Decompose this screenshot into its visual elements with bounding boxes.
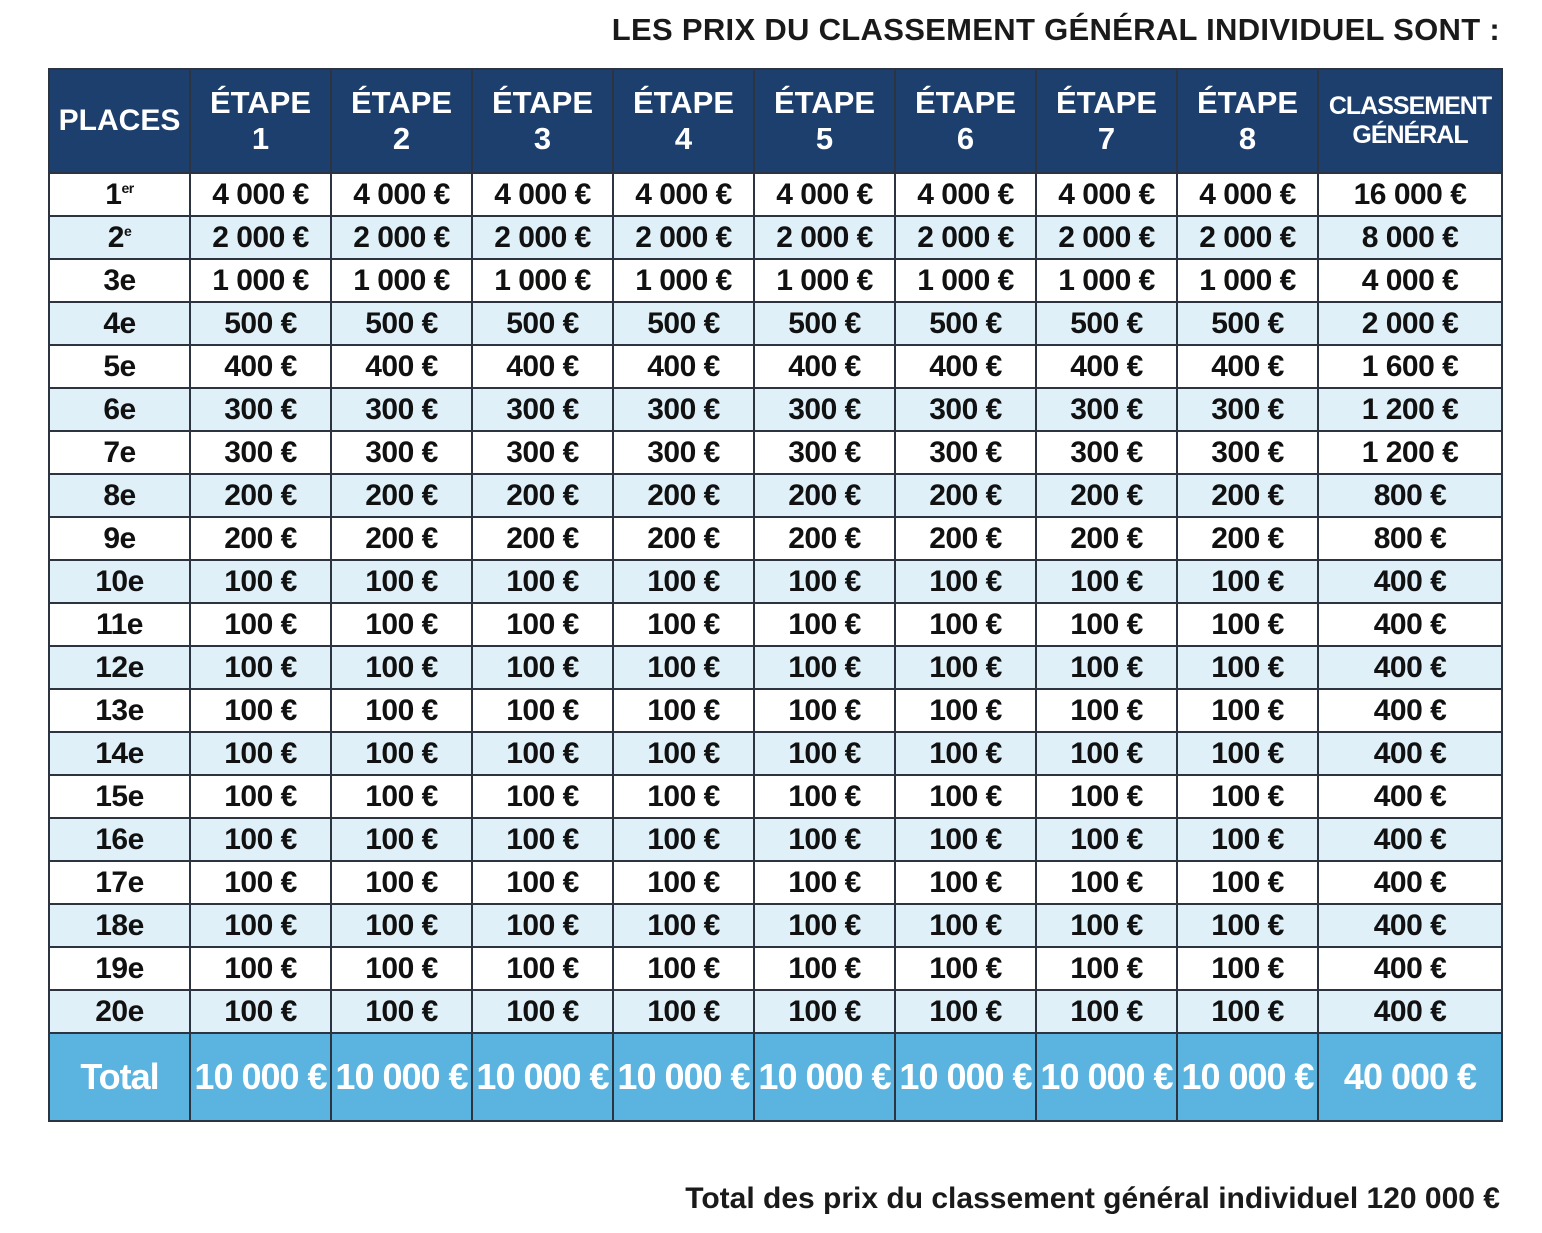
stage-1-prize: 300 € — [190, 388, 331, 431]
stage-2-prize: 4 000 € — [331, 173, 472, 216]
general-prize: 800 € — [1318, 517, 1502, 560]
stage-3-prize: 100 € — [472, 646, 613, 689]
stage-4-prize: 100 € — [613, 861, 754, 904]
place-cell — [49, 732, 190, 775]
stage-2-prize: 500 € — [331, 302, 472, 345]
place-suffix: e — [119, 478, 136, 512]
stage-2-prize: 200 € — [331, 474, 472, 517]
stage-4-prize: 100 € — [613, 990, 754, 1033]
stage-8-prize: 100 € — [1177, 990, 1318, 1033]
table-row — [49, 173, 1502, 216]
stage-7-prize: 400 € — [1036, 345, 1177, 388]
stage-5-prize: 100 € — [754, 560, 895, 603]
stage-6-prize: 400 € — [895, 345, 1036, 388]
place-number: 14 — [95, 736, 128, 770]
place-number: 1 — [105, 177, 122, 211]
place-cell — [49, 775, 190, 818]
general-prize: 400 € — [1318, 646, 1502, 689]
table-row — [49, 947, 1502, 990]
stage-3-prize: 400 € — [472, 345, 613, 388]
stage-5-prize: 1 000 € — [754, 259, 895, 302]
place-suffix: er — [121, 179, 134, 196]
place-suffix: e — [119, 349, 136, 383]
stage-1-prize: 100 € — [190, 947, 331, 990]
stage-8-prize: 200 € — [1177, 517, 1318, 560]
header-stage-3: ÉTAPE 3 — [472, 69, 613, 173]
prize-table — [48, 68, 1503, 1122]
stage-2-prize: 300 € — [331, 431, 472, 474]
stage-4-prize: 200 € — [613, 517, 754, 560]
place-cell — [49, 345, 190, 388]
total-stage-6: 10 000 € — [895, 1033, 1036, 1121]
stage-6-prize: 100 € — [895, 603, 1036, 646]
stage-5-prize: 300 € — [754, 388, 895, 431]
total-stage-3: 10 000 € — [472, 1033, 613, 1121]
stage-6-prize: 300 € — [895, 388, 1036, 431]
total-stage-1: 10 000 € — [190, 1033, 331, 1121]
place-suffix: e — [127, 693, 144, 727]
stage-3-prize: 200 € — [472, 517, 613, 560]
stage-7-prize: 4 000 € — [1036, 173, 1177, 216]
total-stage-2: 10 000 € — [331, 1033, 472, 1121]
stage-7-prize: 100 € — [1036, 947, 1177, 990]
stage-8-prize: 100 € — [1177, 646, 1318, 689]
stage-6-prize: 100 € — [895, 904, 1036, 947]
stage-2-prize: 100 € — [331, 947, 472, 990]
place-cell — [49, 173, 190, 216]
stage-8-prize: 100 € — [1177, 861, 1318, 904]
stage-7-prize: 100 € — [1036, 818, 1177, 861]
stage-8-prize: 300 € — [1177, 431, 1318, 474]
place-suffix: e — [119, 521, 136, 555]
place-cell — [49, 990, 190, 1033]
header-stage-2: ÉTAPE 2 — [331, 69, 472, 173]
place-cell — [49, 689, 190, 732]
place-suffix: e — [127, 650, 144, 684]
stage-3-prize: 100 € — [472, 947, 613, 990]
header-stage-6: ÉTAPE 6 — [895, 69, 1036, 173]
place-suffix: e — [127, 951, 144, 985]
place-number: 19 — [95, 951, 128, 985]
header-stage-8: ÉTAPE 8 — [1177, 69, 1318, 173]
header-stage-4: ÉTAPE 4 — [613, 69, 754, 173]
stage-6-prize: 100 € — [895, 732, 1036, 775]
stage-5-prize: 100 € — [754, 689, 895, 732]
stage-5-prize: 100 € — [754, 990, 895, 1033]
stage-3-prize: 100 € — [472, 775, 613, 818]
stage-7-prize: 300 € — [1036, 388, 1177, 431]
place-cell — [49, 603, 190, 646]
header-stage-7: ÉTAPE 7 — [1036, 69, 1177, 173]
stage-5-prize: 100 € — [754, 904, 895, 947]
stage-4-prize: 100 € — [613, 947, 754, 990]
table-row — [49, 732, 1502, 775]
table-row — [49, 345, 1502, 388]
stage-4-prize: 300 € — [613, 431, 754, 474]
stage-4-prize: 4 000 € — [613, 173, 754, 216]
place-number: 8 — [103, 478, 120, 512]
stage-6-prize: 200 € — [895, 474, 1036, 517]
stage-4-prize: 100 € — [613, 560, 754, 603]
stage-8-prize: 100 € — [1177, 689, 1318, 732]
stage-2-prize: 100 € — [331, 990, 472, 1033]
stage-4-prize: 100 € — [613, 818, 754, 861]
table-header-row — [49, 69, 1502, 173]
total-label: Total — [49, 1033, 190, 1121]
stage-8-prize: 200 € — [1177, 474, 1318, 517]
general-prize: 4 000 € — [1318, 259, 1502, 302]
stage-8-prize: 100 € — [1177, 732, 1318, 775]
place-cell — [49, 861, 190, 904]
general-prize: 1 600 € — [1318, 345, 1502, 388]
stage-3-prize: 100 € — [472, 990, 613, 1033]
stage-6-prize: 1 000 € — [895, 259, 1036, 302]
stage-7-prize: 200 € — [1036, 517, 1177, 560]
stage-7-prize: 300 € — [1036, 431, 1177, 474]
stage-3-prize: 1 000 € — [472, 259, 613, 302]
general-prize: 400 € — [1318, 990, 1502, 1033]
place-cell — [49, 474, 190, 517]
place-number: 15 — [95, 779, 128, 813]
general-prize: 400 € — [1318, 947, 1502, 990]
header-places: PLACES — [49, 69, 190, 173]
table-row — [49, 775, 1502, 818]
stage-8-prize: 300 € — [1177, 388, 1318, 431]
stage-3-prize: 4 000 € — [472, 173, 613, 216]
place-suffix: e — [127, 822, 144, 856]
place-cell — [49, 560, 190, 603]
place-cell — [49, 216, 190, 259]
stage-5-prize: 100 € — [754, 603, 895, 646]
general-prize: 400 € — [1318, 689, 1502, 732]
place-suffix: e — [123, 222, 132, 239]
stage-4-prize: 1 000 € — [613, 259, 754, 302]
stage-3-prize: 2 000 € — [472, 216, 613, 259]
stage-1-prize: 2 000 € — [190, 216, 331, 259]
stage-8-prize: 100 € — [1177, 904, 1318, 947]
stage-1-prize: 100 € — [190, 689, 331, 732]
stage-6-prize: 100 € — [895, 861, 1036, 904]
stage-4-prize: 200 € — [613, 474, 754, 517]
stage-8-prize: 1 000 € — [1177, 259, 1318, 302]
stage-8-prize: 100 € — [1177, 560, 1318, 603]
stage-2-prize: 1 000 € — [331, 259, 472, 302]
total-row — [49, 1033, 1502, 1121]
place-suffix: e — [127, 564, 144, 598]
stage-1-prize: 100 € — [190, 818, 331, 861]
stage-5-prize: 200 € — [754, 474, 895, 517]
place-cell — [49, 302, 190, 345]
stage-6-prize: 200 € — [895, 517, 1036, 560]
place-number: 20 — [95, 994, 128, 1028]
stage-6-prize: 100 € — [895, 646, 1036, 689]
table-row — [49, 689, 1502, 732]
stage-8-prize: 400 € — [1177, 345, 1318, 388]
stage-3-prize: 200 € — [472, 474, 613, 517]
stage-7-prize: 1 000 € — [1036, 259, 1177, 302]
stage-8-prize: 4 000 € — [1177, 173, 1318, 216]
stage-6-prize: 4 000 € — [895, 173, 1036, 216]
stage-4-prize: 2 000 € — [613, 216, 754, 259]
stage-2-prize: 100 € — [331, 775, 472, 818]
stage-2-prize: 100 € — [331, 861, 472, 904]
stage-3-prize: 100 € — [472, 904, 613, 947]
stage-2-prize: 400 € — [331, 345, 472, 388]
place-number: 7 — [103, 435, 120, 469]
place-suffix: e — [127, 736, 144, 770]
stage-6-prize: 300 € — [895, 431, 1036, 474]
stage-1-prize: 300 € — [190, 431, 331, 474]
table-row — [49, 603, 1502, 646]
stage-6-prize: 100 € — [895, 818, 1036, 861]
place-number: 13 — [95, 693, 128, 727]
stage-6-prize: 500 € — [895, 302, 1036, 345]
general-prize: 400 € — [1318, 603, 1502, 646]
stage-1-prize: 400 € — [190, 345, 331, 388]
stage-1-prize: 100 € — [190, 990, 331, 1033]
general-prize: 400 € — [1318, 775, 1502, 818]
table-row — [49, 904, 1502, 947]
stage-7-prize: 100 € — [1036, 560, 1177, 603]
stage-7-prize: 100 € — [1036, 646, 1177, 689]
stage-1-prize: 100 € — [190, 603, 331, 646]
stage-1-prize: 1 000 € — [190, 259, 331, 302]
general-prize: 800 € — [1318, 474, 1502, 517]
header-general: CLASSEMENT GÉNÉRAL — [1318, 69, 1502, 173]
place-number: 2 — [107, 220, 124, 254]
place-number: 17 — [95, 865, 128, 899]
place-suffix: e — [127, 908, 144, 942]
table-row — [49, 646, 1502, 689]
stage-2-prize: 300 € — [331, 388, 472, 431]
grand-total-text: Total des prix du classement général individuel 120 000 € — [685, 1182, 1500, 1215]
page-title: LES PRIX DU CLASSEMENT GÉNÉRAL INDIVIDUEL SONT : — [611, 12, 1500, 47]
place-number: 12 — [95, 650, 128, 684]
stage-4-prize: 100 € — [613, 904, 754, 947]
place-suffix: e — [127, 779, 144, 813]
place-number: 18 — [95, 908, 128, 942]
stage-8-prize: 500 € — [1177, 302, 1318, 345]
stage-5-prize: 500 € — [754, 302, 895, 345]
stage-3-prize: 100 € — [472, 603, 613, 646]
table-row — [49, 474, 1502, 517]
stage-2-prize: 100 € — [331, 732, 472, 775]
stage-8-prize: 100 € — [1177, 818, 1318, 861]
stage-7-prize: 100 € — [1036, 603, 1177, 646]
stage-1-prize: 100 € — [190, 904, 331, 947]
stage-7-prize: 100 € — [1036, 775, 1177, 818]
stage-3-prize: 300 € — [472, 388, 613, 431]
stage-2-prize: 100 € — [331, 818, 472, 861]
stage-3-prize: 100 € — [472, 861, 613, 904]
general-prize: 400 € — [1318, 904, 1502, 947]
table-row — [49, 431, 1502, 474]
place-cell — [49, 388, 190, 431]
stage-2-prize: 100 € — [331, 689, 472, 732]
stage-5-prize: 400 € — [754, 345, 895, 388]
stage-1-prize: 100 € — [190, 560, 331, 603]
table-row — [49, 517, 1502, 560]
stage-1-prize: 200 € — [190, 474, 331, 517]
stage-4-prize: 500 € — [613, 302, 754, 345]
place-cell — [49, 646, 190, 689]
stage-4-prize: 100 € — [613, 775, 754, 818]
stage-3-prize: 100 € — [472, 732, 613, 775]
stage-2-prize: 2 000 € — [331, 216, 472, 259]
header-stage-1: ÉTAPE 1 — [190, 69, 331, 173]
total-stage-5: 10 000 € — [754, 1033, 895, 1121]
stage-7-prize: 2 000 € — [1036, 216, 1177, 259]
stage-1-prize: 500 € — [190, 302, 331, 345]
stage-5-prize: 4 000 € — [754, 173, 895, 216]
stage-6-prize: 100 € — [895, 775, 1036, 818]
place-number: 3 — [103, 263, 120, 297]
stage-1-prize: 4 000 € — [190, 173, 331, 216]
place-number: 11 — [96, 607, 127, 641]
table-row — [49, 818, 1502, 861]
place-suffix: e — [119, 306, 136, 340]
stage-7-prize: 100 € — [1036, 732, 1177, 775]
stage-8-prize: 2 000 € — [1177, 216, 1318, 259]
stage-5-prize: 100 € — [754, 732, 895, 775]
stage-5-prize: 100 € — [754, 775, 895, 818]
place-cell — [49, 818, 190, 861]
table-row — [49, 861, 1502, 904]
place-suffix: e — [127, 994, 144, 1028]
total-stage-7: 10 000 € — [1036, 1033, 1177, 1121]
prize-table-body — [49, 173, 1502, 1033]
stage-3-prize: 300 € — [472, 431, 613, 474]
stage-3-prize: 100 € — [472, 560, 613, 603]
stage-2-prize: 100 € — [331, 646, 472, 689]
stage-7-prize: 100 € — [1036, 904, 1177, 947]
table-row — [49, 388, 1502, 431]
stage-5-prize: 100 € — [754, 861, 895, 904]
table-row — [49, 560, 1502, 603]
place-number: 6 — [103, 392, 120, 426]
place-suffix: e — [119, 392, 136, 426]
stage-3-prize: 100 € — [472, 689, 613, 732]
table-row — [49, 216, 1502, 259]
general-prize: 8 000 € — [1318, 216, 1502, 259]
stage-5-prize: 2 000 € — [754, 216, 895, 259]
stage-4-prize: 300 € — [613, 388, 754, 431]
place-number: 16 — [95, 822, 128, 856]
stage-6-prize: 100 € — [895, 990, 1036, 1033]
stage-7-prize: 100 € — [1036, 689, 1177, 732]
stage-5-prize: 200 € — [754, 517, 895, 560]
stage-5-prize: 300 € — [754, 431, 895, 474]
stage-2-prize: 100 € — [331, 603, 472, 646]
place-number: 9 — [103, 521, 120, 555]
place-number: 5 — [103, 349, 120, 383]
stage-7-prize: 200 € — [1036, 474, 1177, 517]
total-stage-8: 10 000 € — [1177, 1033, 1318, 1121]
stage-6-prize: 100 € — [895, 689, 1036, 732]
stage-8-prize: 100 € — [1177, 947, 1318, 990]
stage-4-prize: 100 € — [613, 732, 754, 775]
place-cell — [49, 947, 190, 990]
stage-7-prize: 100 € — [1036, 861, 1177, 904]
place-number: 10 — [95, 564, 128, 598]
total-general: 40 000 € — [1318, 1033, 1502, 1121]
general-prize: 400 € — [1318, 861, 1502, 904]
stage-7-prize: 100 € — [1036, 990, 1177, 1033]
stage-8-prize: 100 € — [1177, 775, 1318, 818]
stage-5-prize: 100 € — [754, 818, 895, 861]
stage-6-prize: 100 € — [895, 560, 1036, 603]
place-number: 4 — [103, 306, 120, 340]
general-prize: 400 € — [1318, 818, 1502, 861]
stage-6-prize: 100 € — [895, 947, 1036, 990]
general-prize: 1 200 € — [1318, 431, 1502, 474]
general-prize: 400 € — [1318, 732, 1502, 775]
stage-5-prize: 100 € — [754, 947, 895, 990]
stage-2-prize: 200 € — [331, 517, 472, 560]
general-prize: 2 000 € — [1318, 302, 1502, 345]
stage-1-prize: 100 € — [190, 732, 331, 775]
stage-7-prize: 500 € — [1036, 302, 1177, 345]
stage-2-prize: 100 € — [331, 560, 472, 603]
place-cell — [49, 259, 190, 302]
place-suffix: e — [126, 607, 143, 641]
stage-1-prize: 100 € — [190, 646, 331, 689]
stage-1-prize: 100 € — [190, 861, 331, 904]
general-prize: 16 000 € — [1318, 173, 1502, 216]
stage-4-prize: 400 € — [613, 345, 754, 388]
general-prize: 1 200 € — [1318, 388, 1502, 431]
stage-4-prize: 100 € — [613, 603, 754, 646]
stage-1-prize: 200 € — [190, 517, 331, 560]
place-cell — [49, 517, 190, 560]
stage-3-prize: 500 € — [472, 302, 613, 345]
stage-4-prize: 100 € — [613, 689, 754, 732]
table-row — [49, 302, 1502, 345]
stage-8-prize: 100 € — [1177, 603, 1318, 646]
place-cell — [49, 431, 190, 474]
stage-4-prize: 100 € — [613, 646, 754, 689]
stage-5-prize: 100 € — [754, 646, 895, 689]
table-row — [49, 259, 1502, 302]
header-stage-5: ÉTAPE 5 — [754, 69, 895, 173]
stage-3-prize: 100 € — [472, 818, 613, 861]
total-stage-4: 10 000 € — [613, 1033, 754, 1121]
place-suffix: e — [127, 865, 144, 899]
table-row — [49, 990, 1502, 1033]
place-cell — [49, 904, 190, 947]
general-prize: 400 € — [1318, 560, 1502, 603]
place-suffix: e — [119, 435, 136, 469]
stage-2-prize: 100 € — [331, 904, 472, 947]
stage-1-prize: 100 € — [190, 775, 331, 818]
place-suffix: e — [119, 263, 136, 297]
stage-6-prize: 2 000 € — [895, 216, 1036, 259]
